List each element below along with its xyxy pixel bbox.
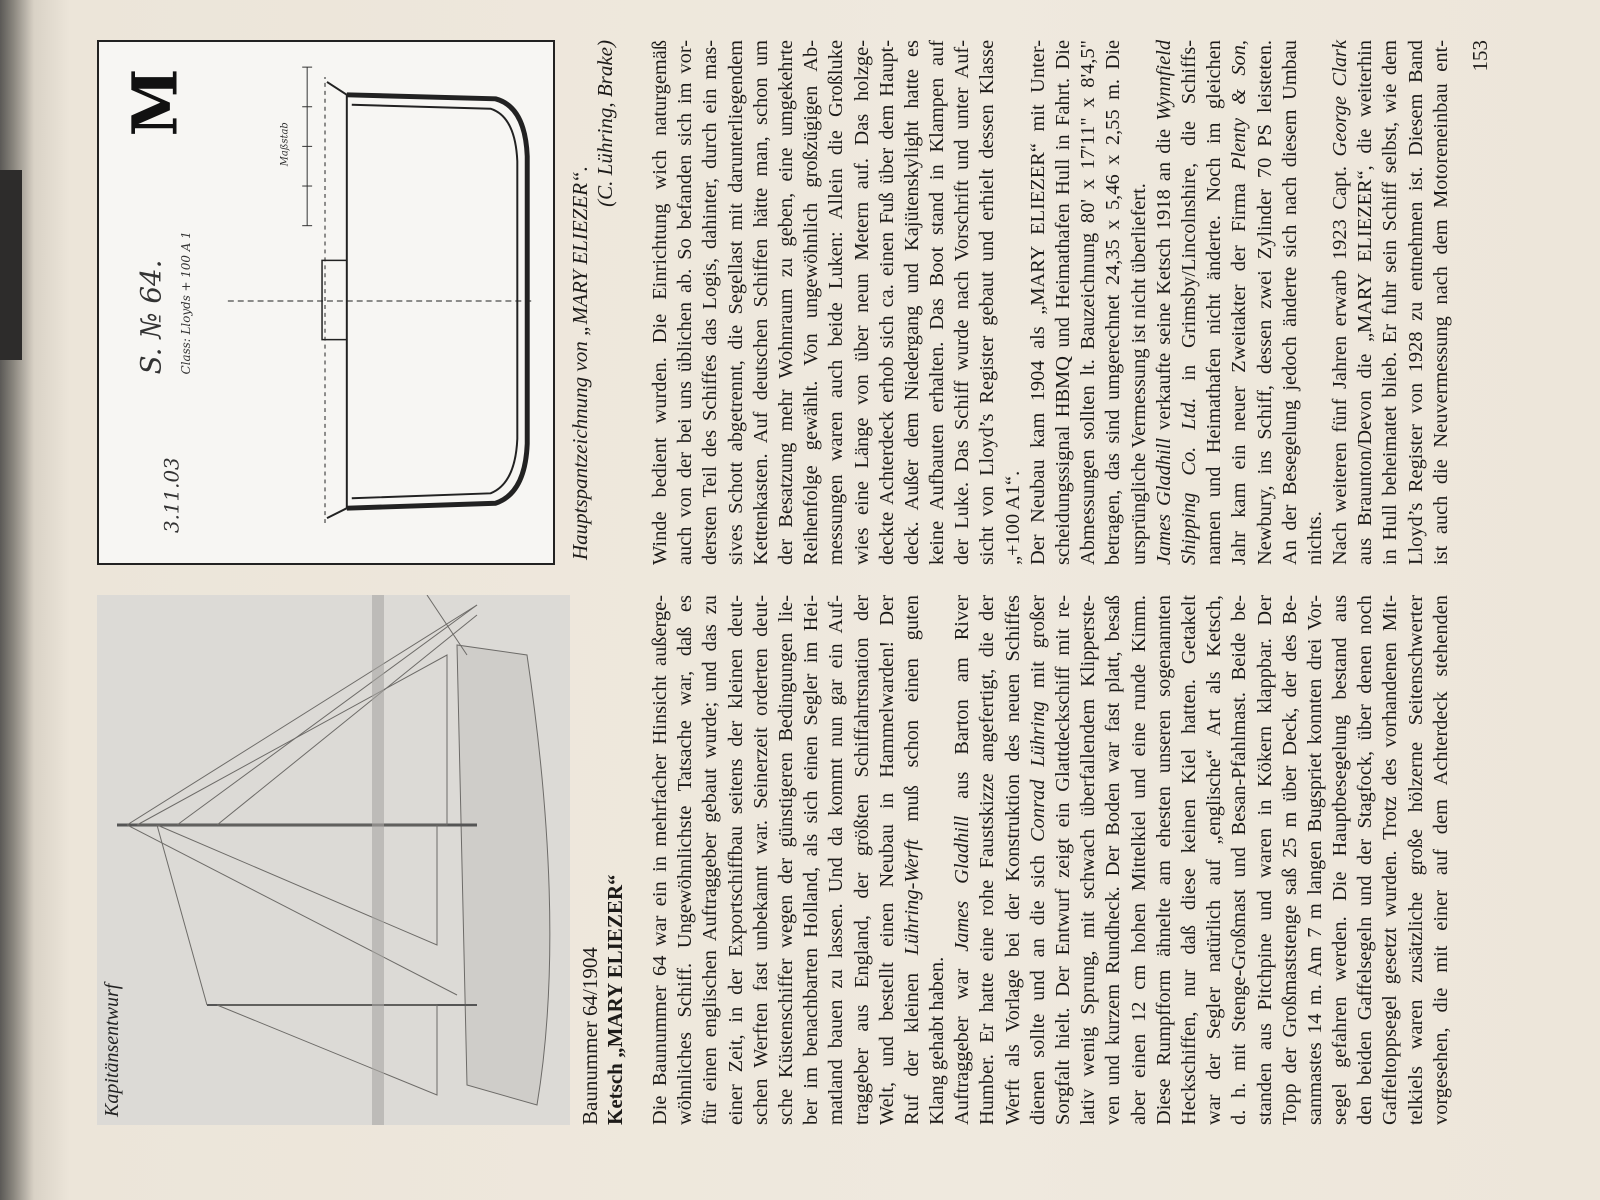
text-segment: in Grimsby/Lincolnshire, die Schiffs- [1177,39,1200,398]
text-line [1253,40,1278,565]
text-line [724,40,749,565]
text-line [824,595,849,1125]
text-line [1303,595,1328,1125]
italic-text: James Gladhill [951,815,974,952]
italic-text: Lühring-Werft [900,839,923,956]
text-segment: standen aus Pitchpine und waren in Kökern klappbar. Der [1253,595,1276,1125]
lloyds-m-logo: M [119,68,192,137]
text-segment: nichts. [1303,511,1326,565]
text-line [1378,40,1403,565]
italic-text: Wynnfield [1152,39,1175,121]
text-line [875,40,900,565]
text-segment: aus Braunton/Devon die „MARY ELIEZER“, die weiterhin [1354,40,1377,565]
text-line [673,595,698,1125]
italic-text: Plenty & Son, [1228,39,1251,171]
text-line [1404,595,1429,1125]
text-segment: einer Zeit, in der Exportschiffbau seitens der kleinen deut- [724,595,747,1125]
text-line [673,40,698,565]
text-segment: ven und kurzem Rundheck. Der Boden war fast platt, besaß [1102,595,1125,1125]
text-segment: Kettenkasten. Auf deutschen Schiffen hätte man, schon um [749,40,772,565]
text-line [1278,40,1303,565]
text-segment: sives Schott abgetrennt, die Segellast mit darunterliegendem [724,40,747,565]
build-number: Baunummer 64/1904 [578,947,602,1125]
italic-text: George Clark [1329,40,1352,157]
text-line [1404,40,1429,565]
text-line [900,595,925,1125]
text-line [1101,595,1126,1125]
text-segment: keine Aufbauten erhalten. Das Boot stand in Klampen auf [926,40,949,565]
text-line [1152,595,1177,1125]
text-line [975,40,1000,565]
text-segment: mit großer [1026,594,1049,702]
text-line [1001,40,1026,565]
text-line [875,595,900,1125]
text-line [1001,595,1026,1125]
text-line [774,595,799,1125]
text-segment: betragen, das sind umgerechnet 24,35 x 5,46 x 2,55 m. Die [1102,40,1125,565]
text-segment: segel gefahren werden. Die Hauptbesegelung bestand aus [1329,595,1352,1125]
text-line [1429,595,1454,1125]
captain-sketch-figure [97,595,570,1125]
text-line [698,595,723,1125]
article-title: Ketsch „MARY ELIEZER“ [603,874,627,1125]
text-segment: Lloyd’s Register von 1928 zu entnehmen ist. Diesem Band [1404,40,1427,565]
text-segment: Heckschiffen, nur daß diese keinen Kiel hatten. Getakelt [1177,595,1200,1125]
text-segment: wöhnliches Schiff. Ungewöhnlichste Tatsache war, daß es [674,595,697,1125]
text-line [1353,595,1378,1125]
text-line [975,595,1000,1125]
text-line [1202,595,1227,1125]
hull-cross-section-drawing [99,42,553,563]
text-segment: der Besatzung mehr Wohnraum zu geben, eine umgekehrte [774,40,797,565]
text-segment: vorgesehen, die mit einer auf dem Achterdeck stehenden [1429,595,1452,1125]
text-line [1429,40,1454,565]
text-segment: sche Küstenschiffer wegen der günstigeren Bedingungen lie- [774,595,797,1125]
text-segment: ber im benachbarten Holland, als sich einen Segler im Hei- [800,595,823,1125]
text-line [1127,40,1152,565]
text-line [648,40,673,565]
text-line [1101,40,1126,565]
text-segment: wies eine Länge von über neun Metern auf. Das holzge- [850,40,873,565]
text-segment: Reihenfolge gewählt. Von ungewöhnlich großzügigen Ab- [800,40,823,565]
text-segment: Die Baunummer 64 war ein in mehrfacher Hinsicht außerge- [649,595,671,1125]
text-line [774,40,799,565]
text-segment: lativ wenig Sprung, mit schwach überfallendem Klipperste- [1077,595,1100,1125]
text-line [1227,40,1252,565]
text-segment: Klang gehabt haben. [926,956,949,1125]
text-segment: Welt, und bestellt einen Neubau in Hammelwarden! Der [875,595,898,1125]
drawing-class-handwriting: Class: Lloyds + 100 A 1 [179,231,194,375]
text-line [1026,595,1051,1125]
page-number: 153 [1468,40,1492,72]
text-line [698,40,723,565]
figure-caption: Hauptspantzeichnung von „MARY ELIEZER“. [568,166,592,560]
text-segment: den beiden Gaffelsegeln und der Stagfock, über denen noch [1354,595,1377,1125]
text-line [1076,40,1101,565]
text-line [1227,595,1252,1125]
text-line [1177,40,1202,565]
text-line [799,595,824,1125]
text-segment: ist auch die Neuvermessung nach dem Motoreneinbau ent- [1429,40,1452,565]
text-line [950,595,975,1125]
text-segment: der Luke. Das Schiff wurde nach Vorschrift und unter Auf- [951,40,974,565]
text-segment: auch von der bei uns üblichen ab. So befanden sich im vor- [674,40,697,565]
drawing-title-handwriting: S. № 64. [134,259,168,375]
text-line [1152,40,1177,565]
text-line [1328,40,1353,565]
text-column-left [648,595,1454,1125]
text-segment: „+100 A1“. [1001,470,1024,565]
scale-label: Maßstab [279,122,291,167]
text-segment: matland bauen zu lassen. Und da kommt nun gar ein Auf- [825,595,848,1125]
text-segment: sanmastes 14 m. Am 7 m langen Bugspriet konnten drei Vor- [1303,595,1326,1125]
text-segment: Winde bedient wurden. Die Einrichtung wich naturgemäß [649,40,671,565]
text-line [1378,595,1403,1125]
text-segment: scheidungssignal HBMQ und Heimathafen Hull in Fahrt. Die [1052,40,1074,565]
text-segment: aus Barton am River [951,595,974,816]
text-segment: verkaufte seine Ketsch 1918 an die [1152,120,1175,438]
text-line [1278,595,1303,1125]
text-segment: Der Neubau kam 1904 als „MARY ELIEZER“ mit Unter- [1026,40,1049,565]
text-segment: traggeber aus England, der größten Schiffahrtsnation der [850,595,873,1125]
sailing-ship-sketch [97,595,570,1125]
text-segment: deck. Außer dem Niedergang und Kajütenskylight hatte es [900,40,923,565]
text-line [824,40,849,565]
text-line [1127,595,1152,1125]
text-line [1076,595,1101,1125]
text-line [925,40,950,565]
text-segment: deckte Achterdeck erhob sich ca. einen Fuß über dem Haupt- [875,40,898,565]
text-segment: Werft als Vorlage bei der Konstruktion des neuen Schiffes [1001,595,1024,1125]
text-line [925,595,950,1125]
text-segment: Newbury, ins Schiff, dessen zwei Zylinder 70 PS leisteten. [1253,40,1276,565]
text-segment: Ruf der kleinen [900,955,923,1125]
text-line [850,40,875,565]
text-segment: Sorgfalt hielt. Der Entwurf zeigt ein Glattdeckschiff mit re- [1052,595,1074,1125]
text-segment: Auftraggeber war [951,951,974,1125]
text-line [749,595,774,1125]
text-line [1353,40,1378,565]
text-line [1253,595,1278,1125]
text-line [850,595,875,1125]
text-line [1303,40,1328,565]
text-segment: sicht von Lloyd’s Register gebaut und erhielt dessen Klasse [976,40,999,565]
text-line [1051,595,1076,1125]
text-segment: dersten Teil des Schiffes das Logis, dahinter, durch ein mas- [699,40,722,565]
italic-text: Shipping Co. Ltd. [1177,397,1200,565]
text-segment: An der Besegelung jedoch änderte sich nach diesem Umbau [1278,40,1301,565]
figure-credit: (C. Lühring, Brake) [593,40,617,207]
text-line [648,595,673,1125]
text-line [1328,595,1353,1125]
text-line [1051,40,1076,565]
text-line [950,40,975,565]
text-line [1177,595,1202,1125]
text-segment: Gaffeltoppsegel gesetzt wurden. Trotz des vorhandenen Mit- [1379,595,1402,1125]
text-segment: Diese Rumpfform ähnelte am ehesten unseren sogenannten [1152,595,1175,1125]
text-segment: Humber. Er hatte eine rohe Faustskizze angefertigt, die der [976,595,999,1125]
text-line [749,40,774,565]
text-segment: für einen englischen Auftraggeber gebaut wurde; und das zu [699,595,722,1125]
text-segment: aber einen 12 cm hohen Mittelkiel und eine runde Kimm. [1127,595,1150,1125]
text-line [900,40,925,565]
text-segment: war der Segler natürlich auf „englische“ Art als Ketsch, [1203,595,1226,1125]
text-segment: in Hull beheimatet blieb. Er fuhr sein Schiff selbst, wie dem [1379,40,1402,565]
text-segment: schen Werften fast unbekannt war. Seinerzeit orderten deut- [749,595,772,1125]
text-segment: d. h. mit Stenge-Großmast und Besan-Pfahlmast. Beide be- [1228,595,1251,1125]
italic-text: James Gladhill [1152,437,1175,565]
drawing-date-handwriting: 3.11.03 [160,457,184,533]
text-segment: namen und Heimathafen nicht änderte. Noch im gleichen [1203,40,1226,565]
text-column-right [648,40,1454,565]
text-line [799,40,824,565]
text-segment: muß schon einen guten [900,594,923,840]
figure-caption-kapitaensentwurf: Kapitänsentwurf [101,983,123,1117]
text-segment: Nach weiteren fünf Jahren erwarb 1923 Capt. [1329,156,1352,565]
text-segment: Abmessungen sollten lt. Bauzeichnung 80' x 17'11" x 8'4,5" [1077,40,1100,565]
text-segment: ursprüngliche Vermessung ist nicht überliefert. [1127,183,1150,565]
text-segment: telkiels waren zusätzliche große hölzerne Seitenschwerter [1404,595,1427,1125]
text-line [1202,40,1227,565]
text-line [724,595,749,1125]
text-segment: Jahr kam ein neuer Zweitakter der Firma [1228,170,1251,565]
main-frame-drawing-figure [97,40,555,565]
text-line [1026,40,1051,565]
text-segment: dienen sollte und an die sich [1026,841,1049,1125]
italic-text: Conrad Lühring [1026,701,1049,842]
text-segment: messungen waren auch beide Luken: Allein die Großluke [825,40,848,565]
text-segment: Topp der Großmaststenge saß 25 m über Deck, der des Be- [1278,595,1301,1125]
